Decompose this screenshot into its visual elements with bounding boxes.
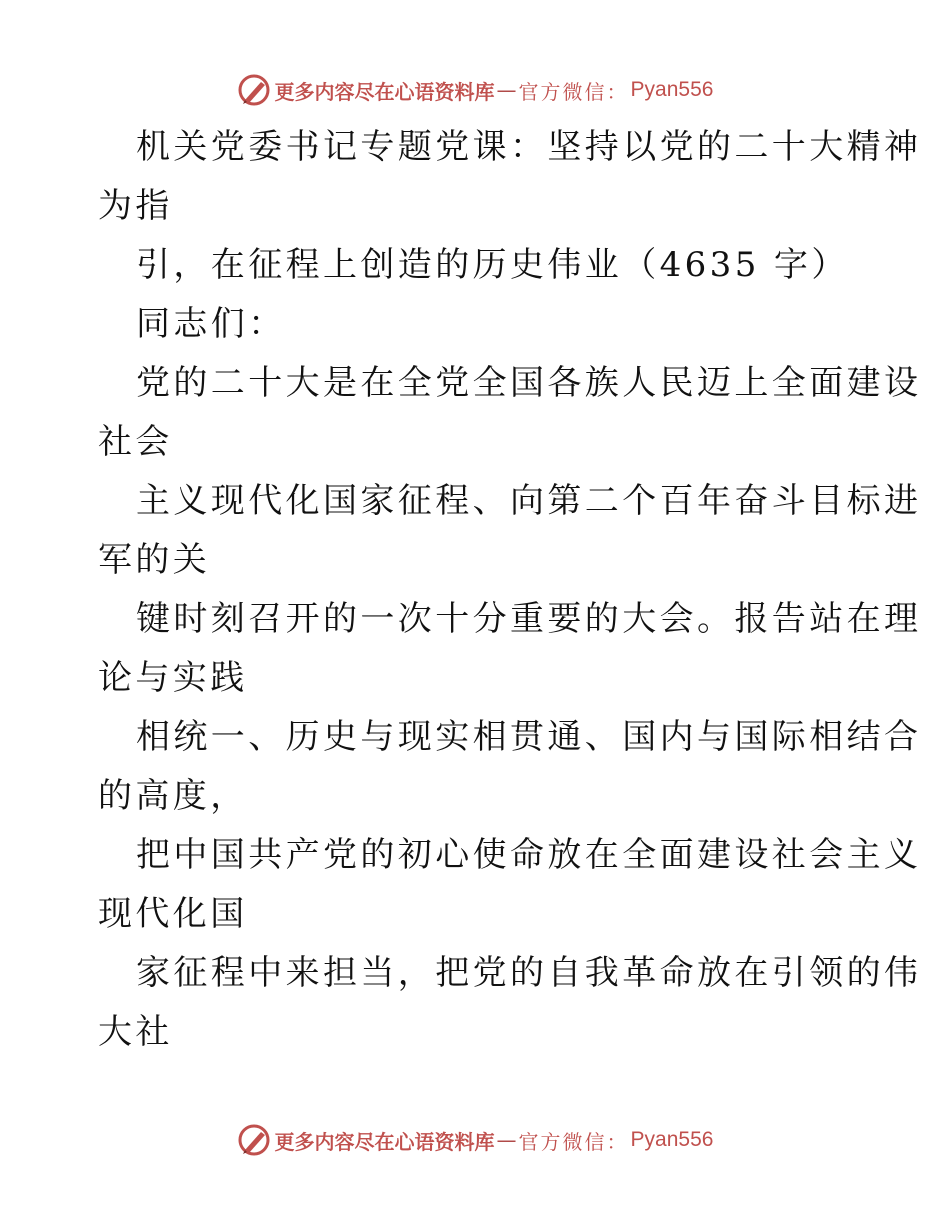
title-line-2: 为指: [98, 186, 173, 226]
paragraph-line: 的高度，: [98, 776, 248, 816]
banner-text: 更多内容尽在心语资料库: [274, 1129, 495, 1154]
paragraph-line: 大社: [98, 1012, 173, 1052]
title-line-3: 引，在征程上创造的历史伟业（4635 字）: [136, 245, 849, 285]
banner-dash: —: [496, 78, 517, 102]
paragraph-line: 社会: [98, 422, 173, 462]
banner-contact-id: Pyan556: [630, 78, 714, 101]
paragraph-line: 相统一、历史与现实相贯通、国内与国际相结合: [136, 717, 922, 757]
paragraph-line: 把中国共产党的初心使命放在全面建设社会主义: [136, 835, 922, 875]
quill-pen-circle-icon: [237, 1123, 271, 1157]
paragraph-line: 现代化国: [98, 894, 248, 934]
paragraph-line: 论与实践: [98, 658, 248, 698]
quill-pen-circle-icon: [237, 73, 271, 107]
banner-contact-label: 官方微信：: [518, 1129, 629, 1154]
paragraph-line: 键时刻召开的一次十分重要的大会。报告站在理: [136, 599, 922, 639]
banner-contact-id: Pyan556: [630, 1128, 714, 1151]
banner-text: 更多内容尽在心语资料库: [274, 79, 495, 104]
document-body: [98, 118, 922, 1062]
paragraph-line: 主义现代化国家征程、向第二个百年奋斗目标进: [136, 481, 922, 521]
paragraph-line: 家征程中来担当，把党的自我革命放在引领的伟: [136, 953, 922, 993]
banner-contact-label: 官方微信：: [518, 79, 629, 104]
paragraph-line: 军的关: [98, 540, 211, 580]
footer-watermark-banner: [0, 1120, 950, 1160]
banner-dash: —: [496, 1128, 517, 1152]
header-watermark-banner: [0, 70, 950, 110]
paragraph-line: 党的二十大是在全党全国各族人民迈上全面建设: [136, 363, 922, 403]
salutation: 同志们：: [136, 304, 286, 344]
title-line-1: 机关党委书记专题党课：坚持以党的二十大精神: [136, 127, 922, 167]
